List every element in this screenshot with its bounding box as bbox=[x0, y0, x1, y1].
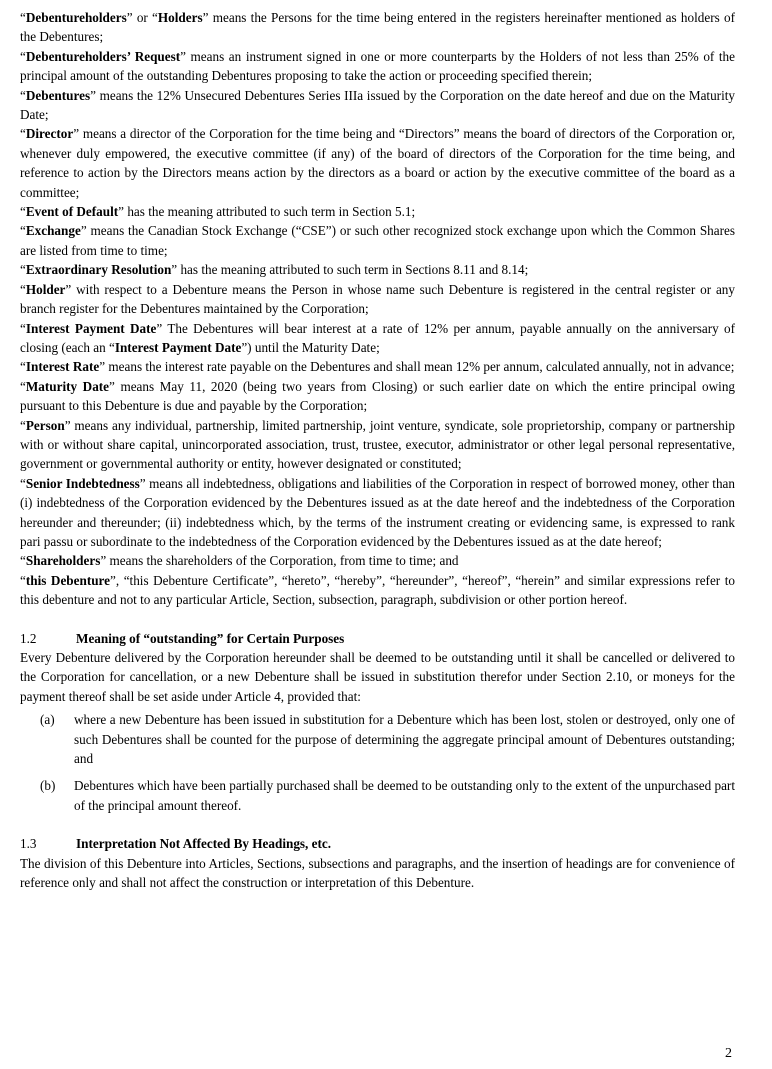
definition-item: “Director” means a director of the Corporation for the time being and “Directors” means the board of directors of the Corporation or, whenever duly empowered, the executive committee (if any) of the board of directors of the Corporation for the time being, and reference to action by the Directors means action by the directors as a board or action by the executive committee of the board as a committee; bbox=[20, 126, 735, 200]
item-text: Debentures which have been partially purchased shall be deemed to be outstanding only to the extent of the unpurchased part of the principal amount thereof. bbox=[74, 778, 735, 813]
definition-item: “Debentures” means the 12% Unsecured Debentures Series IIIa issued by the Corporation on the date hereof and due on the Maturity Date; bbox=[20, 87, 735, 123]
section-heading-1-3 bbox=[20, 834, 735, 853]
item-label: (a) bbox=[40, 712, 55, 728]
definitions-list bbox=[20, 8, 735, 610]
definition-item: “Interest Rate” means the interest rate payable on the Debentures and shall mean 12% per annum, calculated annually, not in advance; bbox=[20, 359, 735, 375]
definition-item: “Senior Indebtedness” means all indebtedness, obligations and liabilities of the Corporation in respect of borrowed money, other than (i) indebtedness of the Corporation evidenced by the Debentures issued as at the date hereof and the indebtedness of the Corporation hereunder and thereunder; (ii) indebtedness which, by the terms of the instrument creating or evidencing same, is expressed to rank pari passu or subordinate to the indebtedness of the Corporation evidenced by the Debentures issued as at the date hereof; bbox=[20, 475, 735, 549]
definition-item: “Debentureholders’ Request” means an instrument signed in one or more counterparts by the Holders of not less than 25% of the principal amount of the outstanding Debentures proposing to take the action or proceeding specified therein; bbox=[20, 48, 735, 84]
definition-item: “Holder” with respect to a Debenture means the Person in whose name such Debenture is registered in the central register or any branch register for the Debentures maintained by the Corporation; bbox=[20, 281, 735, 317]
document-page bbox=[20, 8, 735, 892]
definition-item: “Interest Payment Date” The Debentures will bear interest at a rate of 12% per annum, payable annually on the anniversary of closing (each an “Interest Payment Date”) until the Maturity Date; bbox=[20, 320, 735, 355]
section-number: 1.2 bbox=[20, 630, 37, 646]
section-1-2-items bbox=[20, 710, 735, 815]
definition-item: “Maturity Date” means May 11, 2020 (being two years from Closing) or such earlier date on which the entire principal owing pursuant to this Debenture is due and payable by the Corporation; bbox=[20, 378, 736, 414]
section-title: Interpretation Not Affected By Headings, etc. bbox=[76, 836, 332, 852]
section-body-1-3: The division of this Debenture into Articles, Sections, subsections and paragraphs, and the insertion of headings are for convenience of reference only and shall not affect the construction or interpretation of this Debenture. bbox=[20, 855, 735, 891]
list-item bbox=[20, 710, 735, 768]
definition-item: “Exchange” means the Canadian Stock Exchange (“CSE”) or such other recognized stock exchange upon which the Common Shares are listed from time to time; bbox=[20, 223, 735, 258]
item-label: (b) bbox=[40, 778, 56, 794]
definition-item: “Event of Default” has the meaning attributed to such term in Section 5.1; bbox=[20, 204, 416, 220]
item-text: where a new Debenture has been issued in substitution for a Debenture which has been lost, stolen or destroyed, only one of such Debentures shall be counted for the purpose of determining the aggregate principal amount of Debentures outstanding; and bbox=[74, 712, 735, 767]
section-title: Meaning of “outstanding” for Certain Purposes bbox=[76, 630, 345, 646]
definition-item: “Debentureholders” or “Holders” means the Persons for the time being entered in the registers hereinafter mentioned as holders of the Debentures; bbox=[20, 10, 735, 45]
definition-item: “this Debenture”, “this Debenture Certificate”, “hereto”, “hereby”, “hereunder”, “hereof”, “herein” and similar expressions refer to this debenture and not to any particular Article, Section, subsection, paragraph, subdivision or other portion hereof. bbox=[20, 572, 735, 608]
definition-item: “Extraordinary Resolution” has the meaning attributed to such term in Sections 8.11 and 8.14; bbox=[20, 262, 529, 278]
list-item bbox=[20, 776, 735, 815]
definition-item: “Shareholders” means the shareholders of the Corporation, from time to time; and bbox=[20, 553, 459, 569]
section-number: 1.3 bbox=[20, 836, 37, 852]
definition-item: “Person” means any individual, partnership, limited partnership, joint venture, syndicate, sole proprietorship, company or partnership with or without share capital, unincorporated association, trust, trustee, executor, administrator or other legal personal representative, government or governmental authority or entity, however designated or constituted; bbox=[20, 417, 735, 472]
page-number: 2 bbox=[725, 1046, 732, 1061]
section-heading-1-2 bbox=[20, 629, 735, 648]
section-body-1-2: Every Debenture delivered by the Corporation hereunder shall be deemed to be outstanding until it shall be cancelled or delivered to the Corporation for cancellation, or a new Debenture shall be issued in substitution therefor under Section 2.10, or moneys for the payment thereof shall be set aside under Article 4, provided that: bbox=[20, 650, 735, 704]
